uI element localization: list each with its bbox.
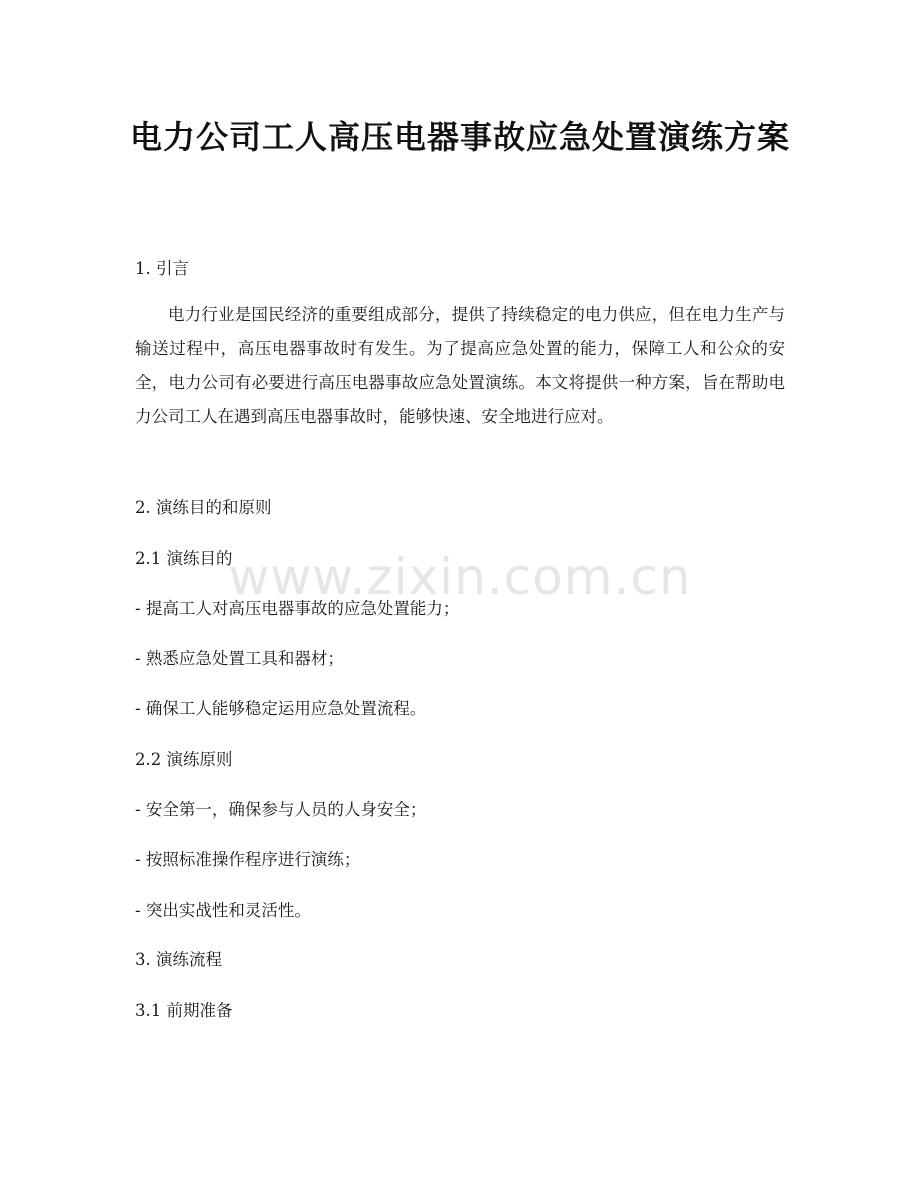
preparation-heading: 3.1 前期准备 xyxy=(135,1001,233,1020)
intro-heading: 1. 引言 xyxy=(135,259,189,278)
purpose-item: - 熟悉应急处置工具和器材； xyxy=(135,649,344,668)
watermark: www.zixin.com.cn xyxy=(228,548,692,606)
purpose-item: - 提高工人对高压电器事故的应急处置能力； xyxy=(135,599,460,618)
purpose-heading: 2.1 演练目的 xyxy=(135,549,233,568)
principle-item: - 按照标准操作程序进行演练； xyxy=(135,850,361,869)
process-heading: 3. 演练流程 xyxy=(135,950,222,969)
purpose-principle-heading: 2. 演练目的和原则 xyxy=(135,498,272,517)
principle-item: - 安全第一，确保参与人员的人身安全； xyxy=(135,800,427,819)
document-title: 电力公司工人高压电器事故应急处置演练方案 xyxy=(129,118,790,156)
principle-heading: 2.2 演练原则 xyxy=(135,750,233,769)
principle-item: - 突出实战性和灵活性。 xyxy=(135,901,311,920)
intro-paragraph: 电力行业是国民经济的重要组成部分，提供了持续稳定的电力供应，但在电力生产与输送过程中，高压电器事故时有发生。为了提高应急处置的能力，保障工人和公众的安全，电力公司有必要进行高压电器事故应急处置演练。本文将提供一种方案，旨在帮助电力公司工人在遇到高压电器事故时，能够快速、安全地进行应对。 xyxy=(135,305,785,426)
purpose-item: - 确保工人能够稳定运用应急处置流程。 xyxy=(135,699,427,718)
